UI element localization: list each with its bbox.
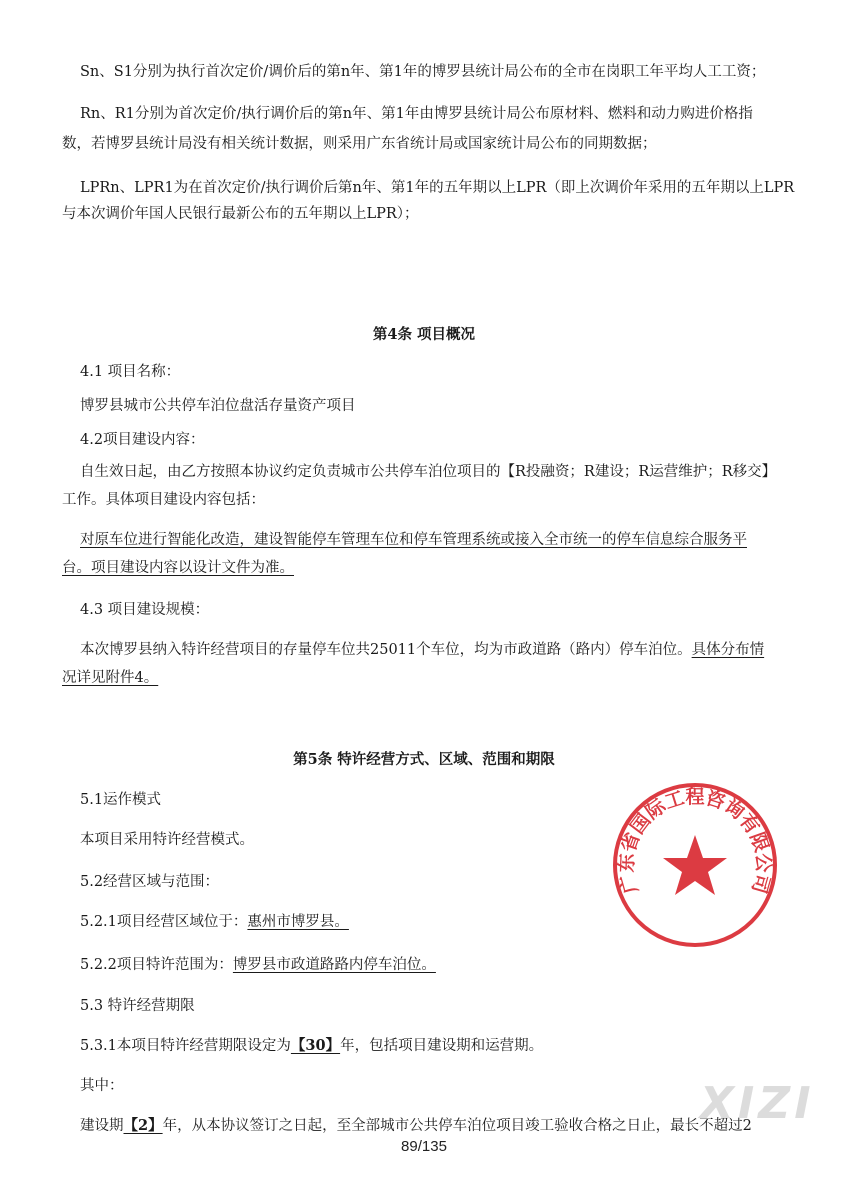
- body-text: 4.3 项目建设规模：: [80, 602, 210, 618]
- body-text: [80, 640, 764, 660]
- underlined-text: 对原车位进行智能化改造，建设智能停车管理车位和停车管理系统或接入全市统一的停车信息综合服务平: [80, 532, 747, 548]
- underlined-text: 博罗县市政道路路内停车泊位。: [232, 957, 436, 973]
- body-text: Rn、R1分别为首次定价/执行调价后的第n年、第1年由博罗县统计局公布原材料、燃料和动力购进价格指: [80, 106, 753, 122]
- body-text: [80, 955, 436, 975]
- body-text-segment: 本次博罗县纳入特许经营项目的存量停车位共25011个车位，均为市政道路（路内）停车泊位。: [80, 642, 692, 658]
- star-icon: [663, 835, 727, 895]
- body-text: 与本次调价年国人民银行最新公布的五年期以上LPR）；: [62, 206, 419, 222]
- body-text: 4.2项目建设内容：: [80, 432, 205, 448]
- body-text: 工作。具体项目建设内容包括：: [62, 492, 265, 508]
- body-text: LPRn、LPR1为在首次定价/执行调价后第n年、第1年的五年期以上LPR（即上次调价年采用的五年期以上LPR: [80, 180, 795, 196]
- watermark-text: XIZI: [700, 1078, 815, 1129]
- body-text: 数，若博罗县统计局没有相关统计数据，则采用广东省统计局或国家统计局公布的同期数据；: [62, 136, 657, 152]
- underlined-text: 具体分布情: [691, 642, 765, 658]
- section-heading: 第5条 特许经营方式、区域、范围和期限: [293, 751, 555, 768]
- underlined-text: 况详见附件4。: [62, 670, 159, 686]
- body-text: [80, 1036, 543, 1056]
- body-text: 自生效日起，由乙方按照本协议约定负责城市公共停车泊位项目的【R投融资；R建设；R运营维护；R移交】: [80, 464, 777, 480]
- underlined-text: 惠州市博罗县。: [247, 914, 349, 930]
- body-text: 本项目采用特许经营模式。: [80, 832, 254, 848]
- section-heading: 第4条 项目概况: [372, 326, 476, 343]
- body-text: [80, 1116, 752, 1136]
- body-text: 5.3 特许经营期限: [80, 998, 195, 1014]
- underlined-text: 【30】: [290, 1037, 341, 1054]
- body-text-segment: 5.3.1本项目特许经营期限设定为: [80, 1038, 291, 1054]
- body-text: 5.2经营区域与范围：: [80, 874, 220, 890]
- body-text-segment: 年，包括项目建设期和运营期。: [340, 1038, 544, 1054]
- body-text-segment: 5.2.2项目特许范围为：: [80, 957, 233, 973]
- seal-text: 广东省国际工程咨询有限公司: [615, 786, 775, 896]
- underlined-text: 台。项目建设内容以设计文件为准。: [62, 560, 294, 576]
- body-text: [80, 912, 349, 932]
- underlined-text: 【2】: [123, 1117, 163, 1134]
- body-text: Sn、S1分别为执行首次定价/调价后的第n年、第1年的博罗县统计局公布的全市在岗职工年平均人工工资；: [80, 64, 766, 80]
- body-text-segment: 年，从本协议签订之日起，至全部城市公共停车泊位项目竣工验收合格之日止，最长不超过2: [162, 1118, 752, 1134]
- page-number: 89/135: [401, 1138, 447, 1155]
- body-text: 博罗县城市公共停车泊位盘活存量资产项目: [80, 398, 356, 414]
- body-text: 其中：: [80, 1078, 124, 1094]
- body-text-segment: 建设期: [80, 1118, 124, 1134]
- body-text: 5.1运作模式: [80, 792, 162, 808]
- body-text-segment: 5.2.1项目经营区域位于：: [80, 914, 248, 930]
- body-text: 4.1 项目名称：: [80, 364, 181, 380]
- company-seal-icon: [610, 780, 780, 950]
